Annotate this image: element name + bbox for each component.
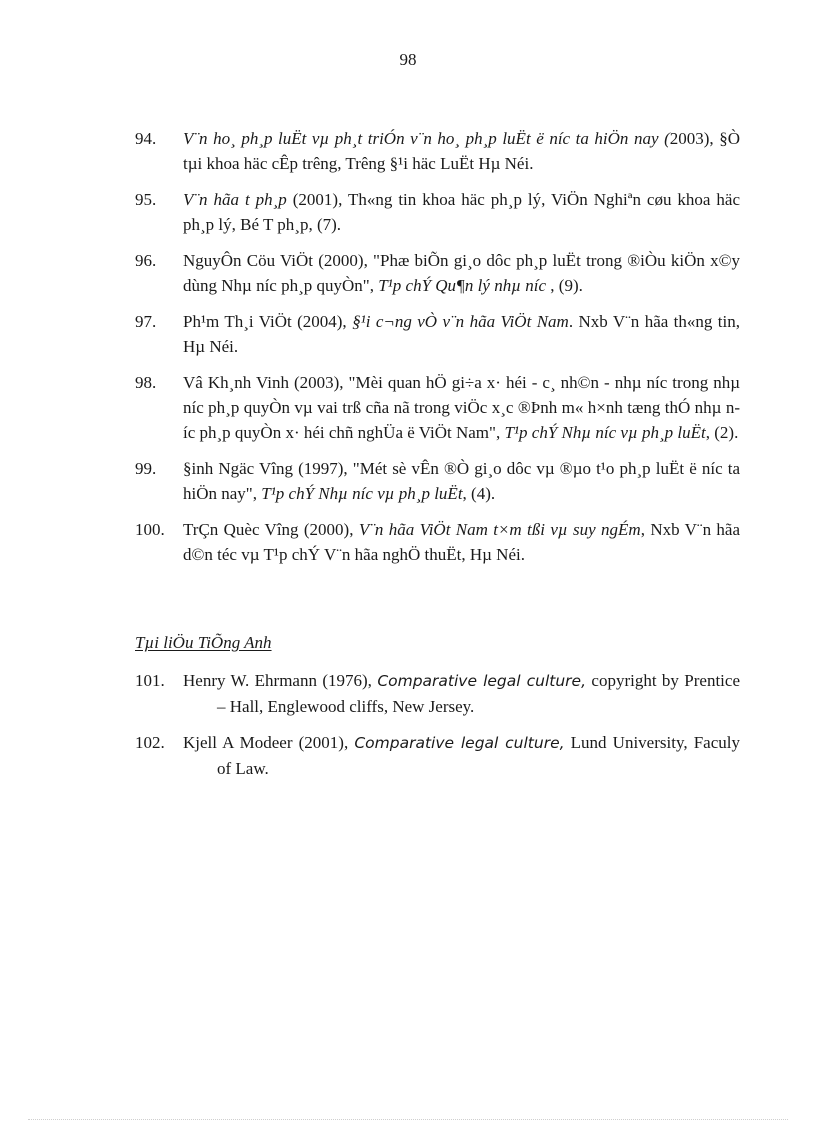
- vietnamese-reference-list: [135, 126, 740, 567]
- reference-item: [135, 187, 740, 237]
- reference-title: V¨n hãa t ph¸p: [183, 190, 287, 209]
- reference-number: 100.: [135, 520, 165, 539]
- reference-item: [135, 370, 740, 445]
- reference-journal: T¹p chÝ Nhµ níc vµ ph¸p luËt: [504, 423, 706, 442]
- page-number: 98: [399, 50, 417, 69]
- reference-item: [135, 668, 740, 719]
- reference-item: [135, 126, 740, 176]
- reference-publisher: . Nxb V¨n hãa th«ng tin, Hµ Néi.: [183, 312, 741, 356]
- reference-publisher: Lund University, Faculy of Law.: [217, 733, 740, 778]
- reference-author-article: Vâ Kh¸nh Vinh (2003), "Mèi quan hÖ gi÷a x· héi - c¸ nh©n - nhµ níc trong nhµ níc ph¸p quyÒn vµ vai trß cña nã trong viÖc x¸c ®Þnh m« h×nh tæng thÓ nhµ níc ph¸p quyÒn x· héi chñ nghÜa ë ViÖt Nam",: [183, 373, 740, 442]
- reference-number: 98.: [135, 373, 157, 392]
- reference-number: 102.: [135, 733, 165, 752]
- reference-item: [135, 248, 740, 298]
- reference-number: 101.: [135, 671, 165, 690]
- reference-author-article: NguyÔn Cöu ViÖt (2000), "Phæ biÕn gi¸o dôc ph¸p luËt trong ®iÒu kiÖn x©y dùng Nhµ níc ph¸p quyÒn",: [183, 251, 740, 295]
- reference-author-article: §inh Ngäc Vîng (1997), "Mét sè vÊn ®Ò gi¸o dôc vµ ®µo t¹o ph¸p luËt ë níc ta hiÖn nay",: [183, 459, 740, 503]
- reference-details: 2003), §Ò tµi khoa häc cÊp trêng, Trêng §¹i häc LuËt Hµ Néi.: [183, 129, 740, 173]
- reference-number: 99.: [135, 459, 157, 478]
- reference-author: Henry W. Ehrmann (1976),: [183, 671, 378, 690]
- reference-issue: , (9).: [546, 276, 583, 295]
- reference-title: Comparative legal culture,: [377, 672, 587, 690]
- reference-author: Kjell A Modeer (2001),: [183, 733, 355, 752]
- reference-item: [135, 309, 740, 359]
- reference-item: [135, 456, 740, 506]
- reference-number: 96.: [135, 251, 157, 270]
- reference-issue: , (4).: [462, 484, 496, 503]
- english-reference-list: [135, 668, 740, 792]
- reference-journal: T¹p chÝ Nhµ níc vµ ph¸p luËt: [261, 484, 463, 503]
- reference-issue: , (2).: [705, 423, 739, 442]
- page-bottom-border: [28, 1119, 788, 1120]
- reference-author: Ph¹m Th¸i ViÖt (2004),: [183, 312, 353, 331]
- reference-details: (2001), Th«ng tin khoa häc ph¸p lý, ViÖn Nghiªn cøu khoa häc ph¸p lý, Bé T ph¸p, (7).: [183, 190, 740, 234]
- reference-item: [135, 517, 740, 567]
- reference-item: [135, 730, 740, 781]
- reference-title: V¨n hãa ViÖt Nam t×m tßi vµ suy ngÉm: [358, 520, 641, 539]
- reference-title: §¹i c¬ng vÒ v¨n hãa ViÖt Nam: [352, 312, 569, 331]
- reference-journal: T¹p chÝ Qu¶n lý nhµ níc: [378, 276, 547, 295]
- reference-number: 95.: [135, 190, 157, 209]
- reference-number: 94.: [135, 129, 157, 148]
- reference-author: TrÇn Quèc Vîng (2000),: [183, 520, 359, 539]
- reference-number: 97.: [135, 312, 157, 331]
- reference-title: V¨n ho¸ ph¸p luËt vµ ph¸t triÓn v¨n ho¸ ph¸p luËt ë níc ta hiÖn nay (: [183, 129, 670, 148]
- section-heading-english-references: Tµi liÖu TiÕng Anh: [135, 633, 272, 652]
- reference-publisher: copyright by Prentice – Hall, Englewood cliffs, New Jersey.: [217, 671, 740, 716]
- reference-publisher: , Nxb V¨n hãa d©n téc vµ T¹p chÝ V¨n hãa nghÖ thuËt, Hµ Néi.: [183, 520, 741, 564]
- reference-title: Comparative legal culture,: [354, 734, 565, 752]
